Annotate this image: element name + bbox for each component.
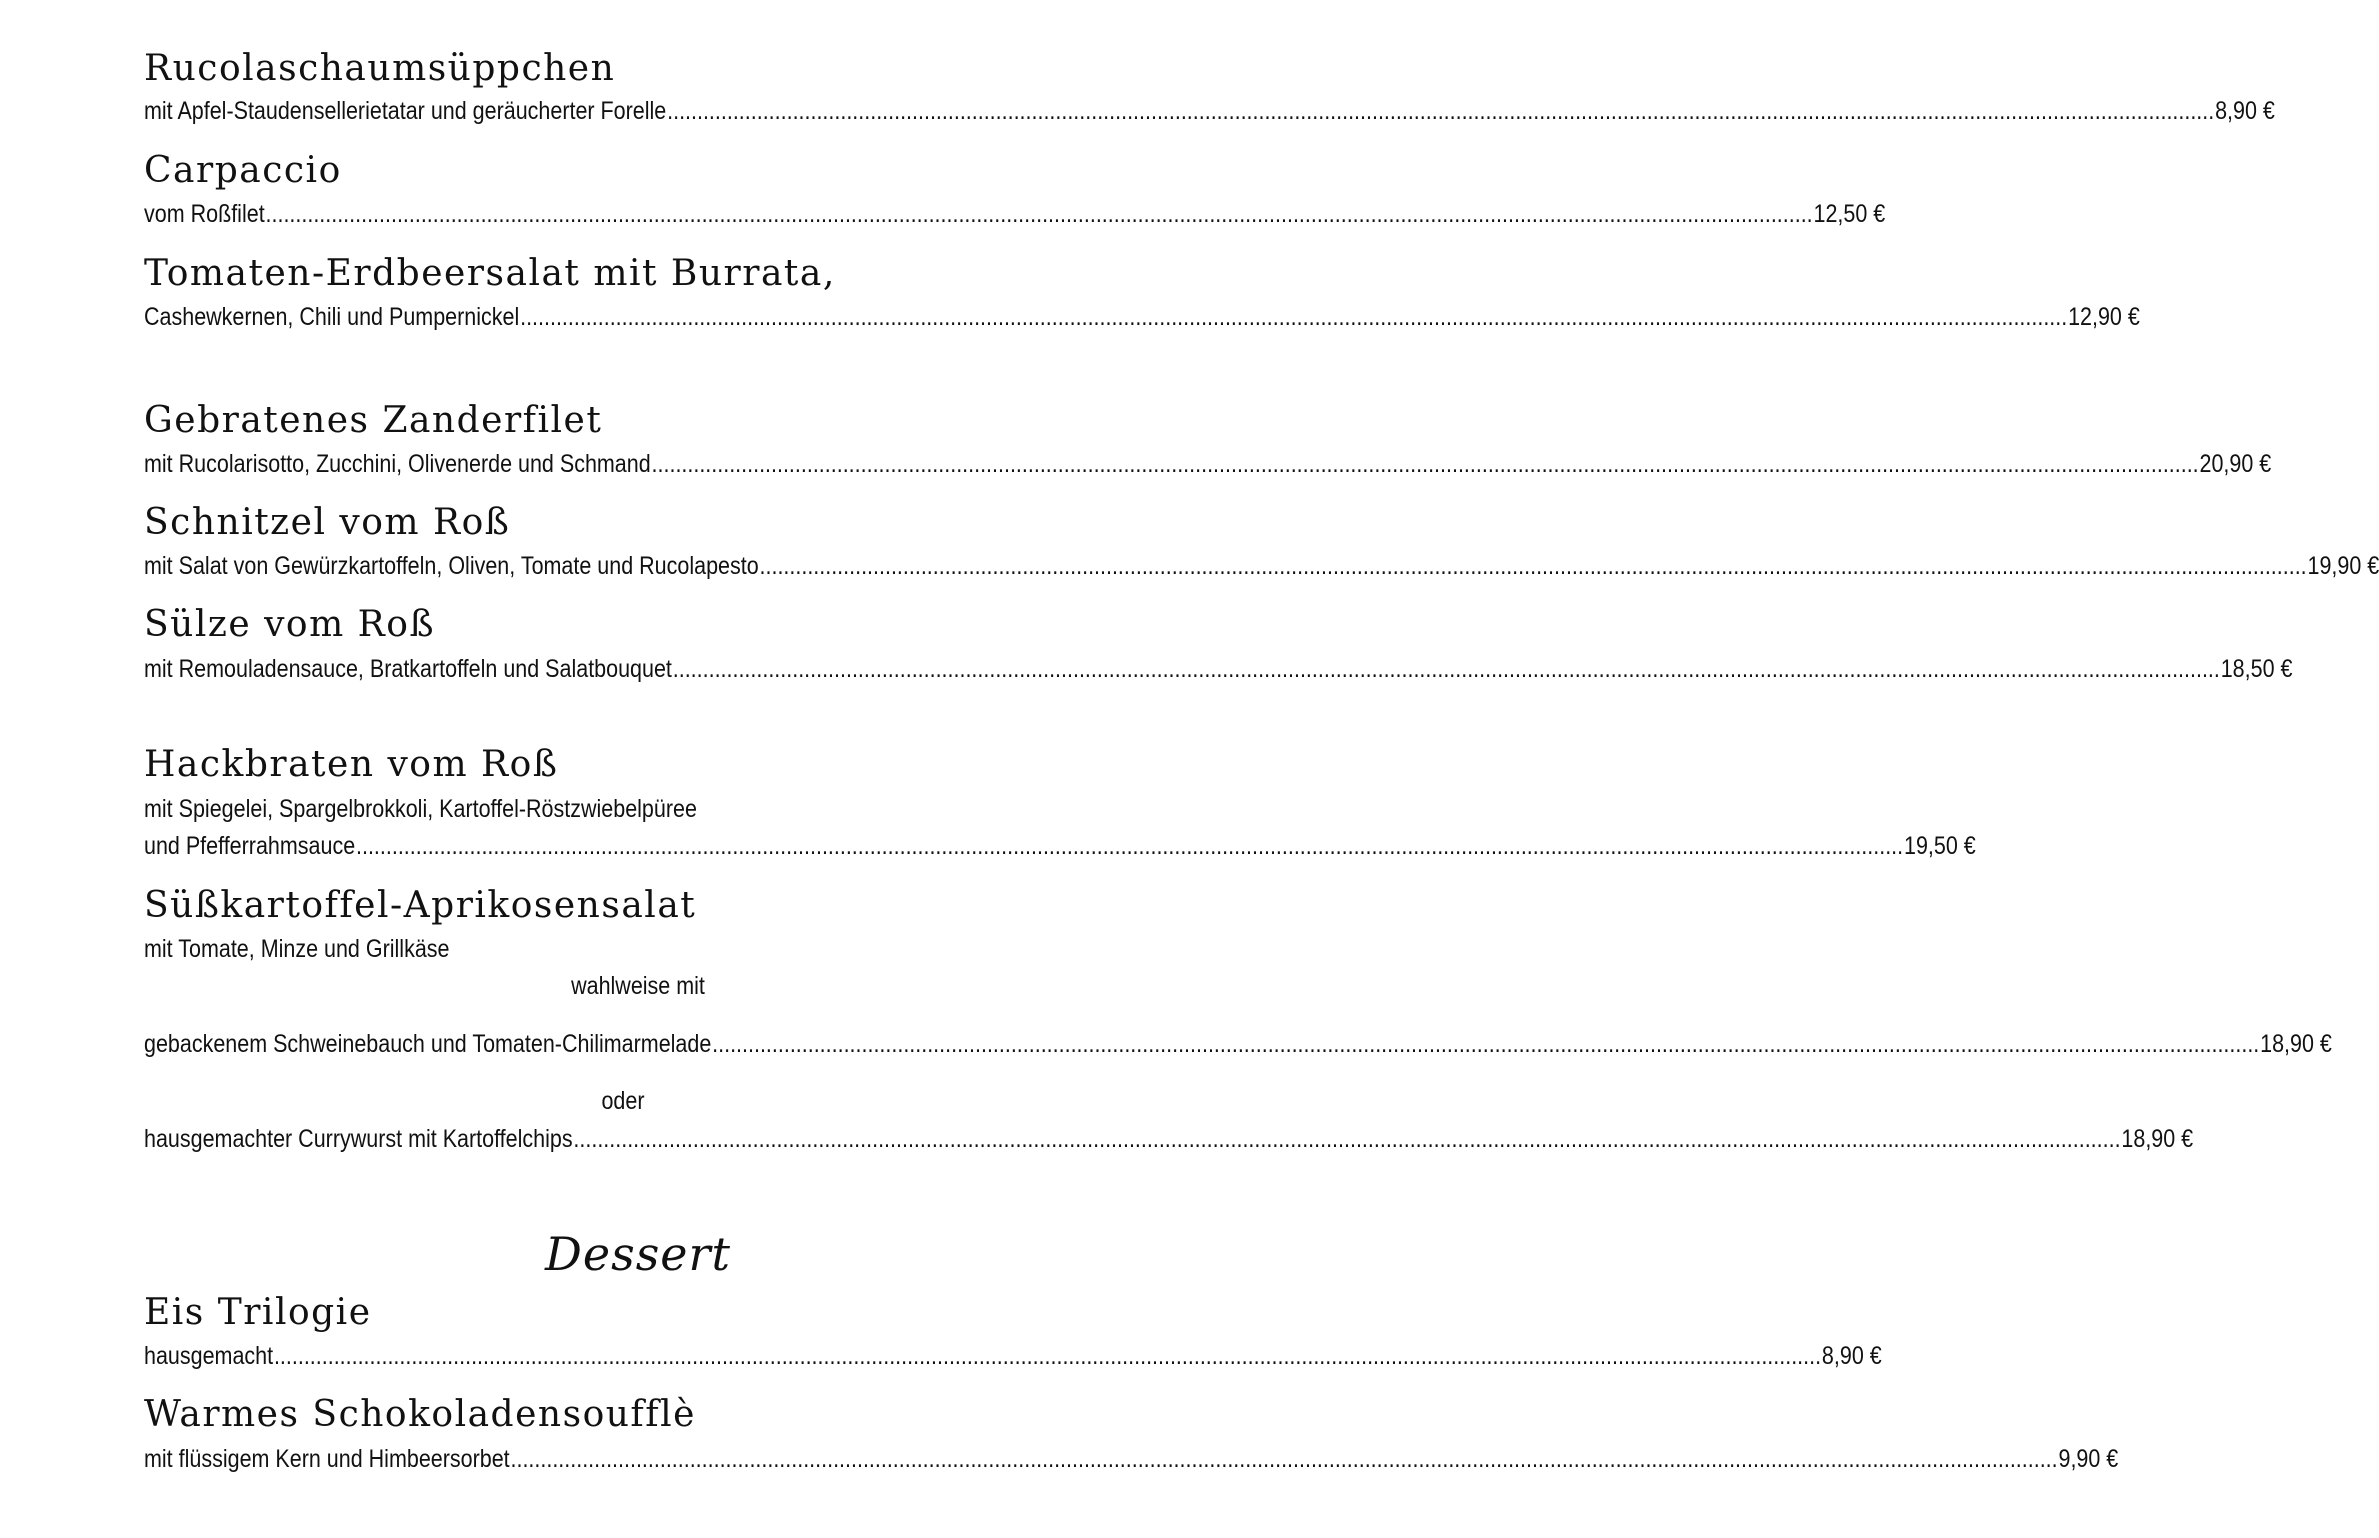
dot-leader: ................................................................................................................................................................................................................................................................... (672, 655, 2220, 683)
dish-line (144, 1028, 2332, 1060)
dish-line (144, 198, 1886, 230)
dish-line (144, 550, 2379, 582)
dish-title: Schnitzel vom Roß (144, 502, 511, 543)
dish-line (144, 95, 2275, 127)
dish-description: mit Remouladensauce, Bratkartoffeln und Salatbouquet (144, 655, 672, 683)
dish-line (144, 653, 2293, 685)
dish-title: Warmes Schokoladensoufflè (144, 1394, 696, 1435)
dish-price: 8,90 € (2215, 97, 2275, 125)
dish-title: Gebratenes Zanderfilet (144, 400, 603, 441)
dish-description: mit Rucolarisotto, Zucchini, Olivenerde und Schmand (144, 450, 651, 478)
dot-leader: ................................................................................................................................................................................................................................................................... (712, 1030, 2260, 1058)
dot-leader: ................................................................................................................................................................................................................................................................... (759, 552, 2307, 580)
dot-leader: ................................................................................................................................................................................................................................................................... (265, 200, 1813, 228)
or-label: oder (601, 1087, 645, 1115)
dish-title: Tomaten-Erdbeersalat mit Burrata, (144, 253, 836, 294)
dish-line (144, 830, 1976, 862)
dish-description: mit Spiegelei, Spargelbrokkoli, Kartoffel-Röstzwiebelpüree (144, 795, 697, 823)
dot-leader: ................................................................................................................................................................................................................................................................... (356, 832, 1904, 860)
dish-line (144, 1123, 2194, 1155)
option-description: hausgemachter Currywurst mit Kartoffelchips (144, 1125, 573, 1153)
dot-leader: ................................................................................................................................................................................................................................................................... (520, 303, 2068, 331)
section-heading-dessert: Dessert (544, 1227, 731, 1281)
dish-price: 8,90 € (1821, 1342, 1882, 1370)
dish-description: mit Salat von Gewürzkartoffeln, Oliven, Tomate und Rucolapesto (144, 552, 759, 580)
dish-description: mit flüssigem Kern und Himbeersorbet (144, 1445, 510, 1473)
dish-title: Hackbraten vom Roß (144, 744, 559, 785)
dish-title: Eis Trilogie (144, 1292, 372, 1333)
dish-price: 19,90 € (2307, 552, 2379, 580)
dot-leader: ................................................................................................................................................................................................................................................................... (651, 450, 2199, 478)
dot-leader: ................................................................................................................................................................................................................................................................... (510, 1445, 2058, 1473)
dish-line (144, 301, 2140, 333)
dot-leader: ................................................................................................................................................................................................................................................................... (273, 1342, 1822, 1370)
dish-title: Sülze vom Roß (144, 604, 435, 645)
dish-description: vom Roßfilet (144, 200, 265, 228)
dish-price: 19,50 € (1903, 832, 1976, 860)
dish-description: und Pfefferrahmsauce (144, 832, 356, 860)
dish-price: 18,90 € (2260, 1030, 2332, 1058)
dish-price: 18,50 € (2220, 655, 2293, 683)
dish-line (144, 448, 2272, 480)
dot-leader: ................................................................................................................................................................................................................................................................... (573, 1125, 2121, 1153)
dish-price: 18,90 € (2121, 1125, 2194, 1153)
dish-title: Rucolaschaumsüppchen (144, 48, 616, 89)
dish-price: 12,90 € (2068, 303, 2140, 331)
dot-leader: ................................................................................................................................................................................................................................................................... (667, 97, 2215, 125)
dish-description: mit Apfel-Staudensellerietatar und geräucherter Forelle (144, 97, 667, 125)
dish-price: 20,90 € (2199, 450, 2272, 478)
dish-title: Carpaccio (144, 150, 342, 191)
choice-label: wahlweise mit (571, 972, 705, 1000)
dish-description: mit Tomate, Minze und Grillkäse (144, 935, 450, 963)
dish-price: 12,50 € (1813, 200, 1886, 228)
dish-line (144, 1443, 2119, 1475)
dish-description: Cashewkernen, Chili und Pumpernickel (144, 303, 520, 331)
dish-description: hausgemacht (144, 1342, 274, 1370)
dish-line (144, 1340, 1882, 1372)
dish-price: 9,90 € (2058, 1445, 2119, 1473)
option-description: gebackenem Schweinebauch und Tomaten-Chilimarmelade (144, 1030, 712, 1058)
dish-title: Süßkartoffel-Aprikosensalat (144, 885, 697, 926)
